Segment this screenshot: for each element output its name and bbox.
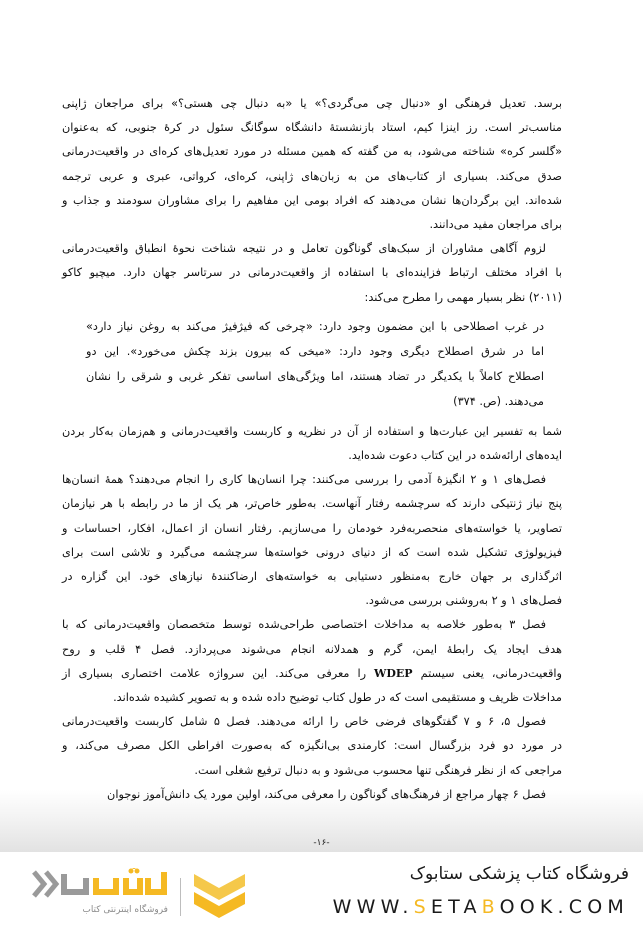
text-line: واقعیت‌درمانی، یعنی سیستم WDEP را معرفی می‌کند. این سرواژه علامت اختصاری بسیاری از	[62, 666, 562, 680]
text-line: در مورد دو فرد بزرگسال است: کارمندی بی‌انگیزه که به‌صورت افراطی الکل مصرف می‌کند، و	[62, 739, 562, 753]
paragraph	[62, 783, 562, 807]
text-line: می‌دهند. (ص. ۳۷۴)	[453, 394, 544, 408]
paragraph	[62, 237, 562, 310]
setabook-wordmark-icon	[30, 868, 170, 900]
text-line: ایده‌های ارائه‌شده در این کتاب دعوت شده‌اید.	[348, 449, 562, 463]
text-line: تصاویر، یا خواسته‌های منحصربه‌فرد خودمان را می‌سازیم. رفتار انسان از اعمال، افکار، احساسات و	[62, 521, 562, 535]
paragraph	[62, 92, 562, 237]
store-footer-banner[interactable]	[0, 852, 643, 926]
text-line: شما به تفسیر این عبارت‌ها و استفاده از آن در نظریه و کاربست واقعیت‌درمانی و هم‌زمان به‌کار بردن	[62, 424, 562, 438]
text-line: هدف ایجاد یک رابطهٔ ایمن، گرم و همدلانه انجام می‌شوند می‌پردازد. فصل ۴ قلب و روح	[62, 642, 563, 656]
url-part: WWW.	[332, 896, 414, 918]
text-line: برای مراجعان مفید می‌دانند.	[429, 218, 562, 232]
text-line: اصطلاح کاملاً با یکدیگر در تضاد هستند، اما ویژگی‌های اساسی تفکر غربی و شرقی را نشان	[86, 369, 544, 383]
url-accent-letter: S	[413, 896, 431, 918]
text-line: اثرگذاری بر جهان خارج به‌منظور دستیابی به خواسته‌های ارضاکنندهٔ نیازهای خود. این گزاره در	[62, 570, 562, 584]
text-line: لزوم آگاهی مشاوران از سبک‌های گوناگون تعامل و در نتیجه شناخت نحوهٔ انطباق واقعیت‌درمانی	[62, 242, 546, 256]
text-line: برسد. تعدیل فرهنگی او «دنبال چی می‌گردی؟» یا «به دنبال چی هستی؟» برای مراجعان ژاپنی	[62, 97, 562, 110]
text-line: شده‌اند. این برگردان‌ها نشان می‌دهند که افراد بومی این مفاهیم را برای مشاوران سودمند و جذاب و	[62, 193, 562, 207]
paragraph	[62, 613, 562, 710]
text-line: فصل ۶ چهار مراجع از فرهنگ‌های گوناگون را معرفی می‌کند، اولین مورد یک دانش‌آموز نوجوان	[107, 787, 546, 801]
paragraph	[62, 420, 562, 468]
store-url-link[interactable]	[333, 896, 629, 918]
text-line: فیزیولوژی تشکیل شده است که از دنیای درونی خواسته‌ها سرچشمه می‌گیرد و تلاشی است برای	[62, 545, 562, 559]
text-line: فصل ۳ به‌طور خلاصه به مداخلات اختصاصی طراحی‌شده توسط متخصصان واقعیت‌درمانی که با	[62, 618, 546, 632]
block-quote	[86, 314, 544, 414]
text-line: فصول ۵، ۶ و ۷ گفتگوهای فرضی خاص را ارائه می‌دهند. فصل ۵ شامل کاربست واقعیت‌درمانی	[62, 715, 546, 729]
text-line: پنج نیاز ژنتیکی دارند که سرچشمه رفتار آنهاست. به‌طور خاص‌تر، هر یک از ما در رابطه با هر نیازمان	[62, 497, 562, 511]
wdep-acronym: WDEP	[374, 666, 413, 680]
text-line: (۲۰۱۱) نظر بسیار مهمی را مطرح می‌کند:	[364, 290, 562, 304]
text-line: فصل‌های ۱ و ۲ به‌روشنی بررسی می‌شود.	[365, 594, 562, 608]
text-line: مناسب‌تر است. رز اینزا کیم، استاد بازنشستهٔ دانشگاه سوگانگ سئول در کرهٔ جنوبی، که به‌عنوان	[62, 121, 562, 135]
text-line: «گلسر کره» شناخته می‌شود، به من گفته که همین مسئله در مورد تعدیل‌های کره‌ای در واقعیت‌درمانی	[62, 145, 562, 159]
logo-divider	[180, 878, 181, 916]
text-line: در غرب اصطلاحی با این مضمون وجود دارد: «چرخی که فیژفیژ می‌کند به روغن نیاز دارد»	[86, 319, 544, 333]
url-part: ETA	[430, 896, 482, 918]
paragraph	[62, 468, 562, 613]
page-number: -۱۶-	[313, 838, 330, 848]
url-part: OOK.COM	[499, 896, 629, 918]
text-line: اما در شرق اصطلاح دیگری وجود دارد: «میخی که بیرون بزند چکش می‌خورد». این دو	[86, 344, 544, 358]
text-line: مداخلات ظریف و مستقیمی است که در طول کتاب توضیح داده شده و به تصویر کشیده شده‌اند.	[113, 691, 562, 705]
url-accent-letter: B	[481, 896, 500, 918]
setabook-chevron-logo-icon	[192, 868, 247, 918]
paragraph	[62, 710, 562, 783]
text-line: با افراد مختلف ارتباط فزاینده‌ای با استفاده از واقعیت‌درمانی در سرتاسر جهان دارد. میچیو کاکو	[62, 266, 562, 280]
text-line: فصل‌های ۱ و ۲ انگیزهٔ آدمی را بررسی می‌کنند: چرا انسان‌ها کاری را انجام می‌دهند؟ همهٔ انسان‌ها	[62, 473, 546, 487]
text-line: صدق می‌کند. بسیاری از کتاب‌های من به زبان‌های ژاپنی، کره‌ای، کرواتی، عبری و عربی ترجمه	[62, 169, 562, 183]
text-line: مراجعی که از نظر فرهنگی تنها محسوب می‌شود و به دنبال ترفیع شغلی است.	[194, 763, 562, 777]
store-title: فروشگاه کتاب پزشکی ستابوک	[409, 864, 629, 884]
logo-subtitle: فروشگاه اینترنتی کتاب	[82, 905, 168, 915]
body-text	[62, 92, 562, 807]
